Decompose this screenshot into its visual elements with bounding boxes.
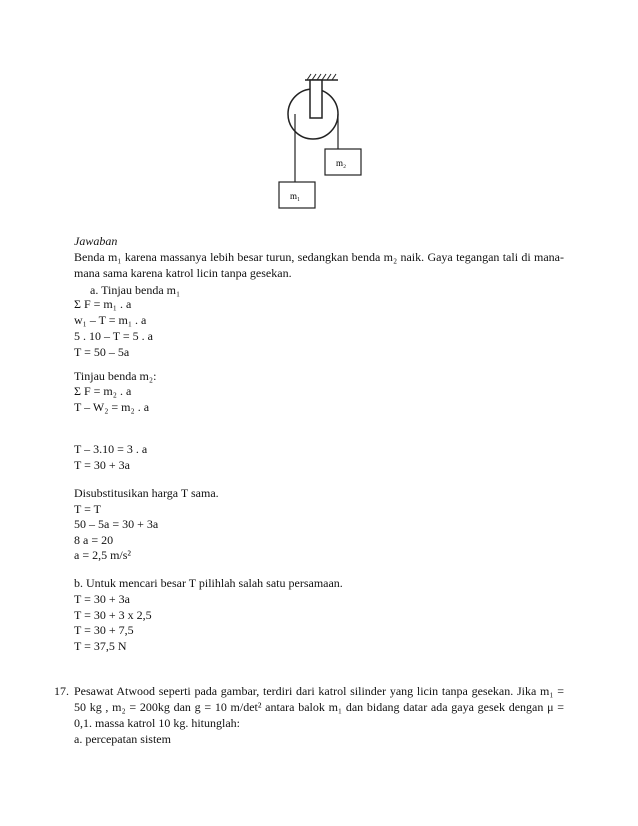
- equation-line: T – 3.10 = 3 . a: [74, 442, 148, 456]
- equation-line: T = 30 + 3 x 2,5: [74, 608, 152, 622]
- answer-intro: Benda m₁ karena massanya lebih besar turun, sedangkan benda m₂ naik. Gaya tegangan tali di mana-mana sama karena katrol licin tanpa gesekan.: [74, 250, 564, 280]
- equation-line: T = 30 + 3a: [74, 458, 130, 472]
- pulley-support: [310, 80, 322, 118]
- question-number: 17.: [54, 684, 69, 698]
- block-m1-label: m₁: [290, 191, 301, 201]
- equation-line: 50 – 5a = 30 + 3a: [74, 517, 159, 531]
- equation-line: T = 50 – 5a: [74, 345, 130, 359]
- equation-line: T = 30 + 7,5: [74, 623, 134, 637]
- part-b-heading: b. Untuk mencari besar T pilihlah salah satu persamaan.: [74, 576, 343, 590]
- answer-heading: Jawaban: [74, 234, 118, 248]
- equation-line: T = 30 + 3a: [74, 592, 130, 606]
- equation-line: Σ F = m₂ . a: [74, 384, 132, 398]
- equation-line: T – W₂ = m₂ . a: [74, 400, 150, 414]
- atwood-pulley-figure: [270, 72, 390, 212]
- question-part-a: a. percepatan sistem: [74, 732, 171, 746]
- equation-line: Σ F = m₁ . a: [74, 297, 132, 311]
- equation-line: 5 . 10 – T = 5 . a: [74, 329, 153, 343]
- block-m2-label: m₂: [336, 158, 347, 168]
- m2-heading: Tinjau benda m₂:: [74, 369, 157, 383]
- substitution-heading: Disubstitusikan harga T sama.: [74, 486, 219, 500]
- part-a-heading: a. Tinjau benda m₁: [90, 283, 181, 297]
- equation-line: 8 a = 20: [74, 533, 114, 547]
- equation-line: w₁ – T = m₁ . a: [74, 313, 147, 327]
- pulley-diagram: [270, 72, 390, 212]
- equation-line: a = 2,5 m/s²: [74, 548, 132, 562]
- equation-line: T = 37,5 N: [74, 639, 127, 653]
- ceiling-hatch: [307, 74, 336, 80]
- question-text: Pesawat Atwood seperti pada gambar, terdiri dari katrol silinder yang licin tanpa gesekan. Jika m₁ = 50 kg , m₂ = 200kg dan g = 10 m/det² antara balok m₁ dan bidang datar ada gaya gesek dengan μ = 0,1. massa katrol 10 kg. hitunglah:: [74, 684, 564, 730]
- equation-line: T = T: [74, 502, 101, 516]
